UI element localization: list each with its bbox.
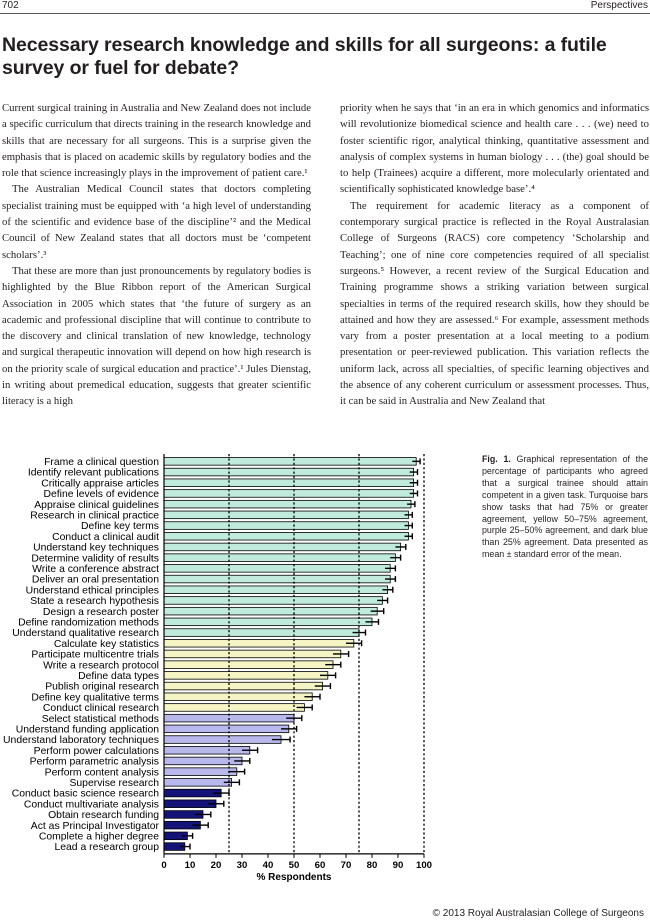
bar — [164, 693, 312, 701]
bar — [164, 789, 221, 797]
body-paragraph: Current surgical training in Australia and New Zealand does not include a specific curriculum that directs training in the research knowledge and skills that are necessary for all surgeons. This is a surprise given the emphasis that is placed on academic skills by regulatory bodies and the role that science increasingly plays in the improvement of patient care.¹ — [2, 102, 311, 180]
body-column-right — [340, 100, 649, 410]
category-label: Perform parametric analysis — [29, 756, 159, 768]
x-tick-label: 40 — [262, 859, 274, 871]
x-tick-label: 50 — [288, 859, 300, 871]
category-label: Select statistical methods — [41, 713, 159, 725]
figure-caption-text: Graphical representation of the percentage of participants who agreed that a surgical trainee should attain competent in a given task. Turquoise bars show tasks that had 75% or greater agreement, yellow 50–75% agreement, purple 25–50% agreement, and dark blue than 25% agreement. Data presented as mean ± standard error of the mean. — [482, 454, 648, 560]
category-label: Research in clinical practice — [30, 510, 159, 522]
category-label: Understand funding application — [15, 724, 159, 736]
category-label: Write a research protocol — [43, 660, 159, 672]
x-axis-title: % Respondents — [256, 872, 332, 883]
category-label: Perform content analysis — [44, 767, 159, 779]
body-column-left — [2, 100, 311, 410]
bar — [164, 725, 289, 733]
category-label: Design a research poster — [42, 606, 159, 618]
category-label: Participate multicentre trials — [31, 649, 159, 661]
category-label: Deliver an oral presentation — [31, 574, 159, 586]
bar — [164, 586, 388, 594]
bar — [164, 522, 408, 530]
category-label: Define randomization methods — [18, 617, 159, 629]
copyright: © 2013 Royal Australasian College of Surgeons — [432, 908, 644, 919]
category-labels — [3, 457, 160, 853]
bar — [164, 500, 411, 508]
category-label: Publish original research — [45, 681, 159, 693]
category-label: Frame a clinical question — [44, 456, 159, 468]
bar — [164, 682, 323, 690]
bar — [164, 532, 408, 540]
category-label: Define data types — [78, 670, 159, 682]
bar — [164, 511, 408, 519]
bar — [164, 479, 414, 487]
category-label: Conduct multivariate analysis — [23, 799, 159, 811]
category-label: Lead a research group — [54, 842, 159, 854]
category-label: Define key terms — [81, 521, 159, 533]
bar — [164, 554, 395, 562]
category-label: Determine validity of results — [31, 553, 159, 565]
category-label: Supervise research — [69, 777, 159, 789]
x-tick-label: 80 — [366, 859, 378, 871]
category-label: Complete a higher degree — [38, 831, 159, 843]
category-label: Perform power calculations — [33, 745, 159, 757]
x-tick-label: 70 — [340, 859, 352, 871]
bar — [164, 490, 414, 498]
bar — [164, 543, 401, 551]
body-paragraph: That these are more than just pronouncements by regulatory bodies is highlighted by the Blue Ribbon report of the American Surgical Association in 2005 which states that ‘the future of surgery as an academic and professional discipline that will continue to contribute to the discovery and clinical translation of new knowledge, technology and surgical therapeutic innovation will depend on how high research is on the priority scale of surgical education and practice’.¹ Jules Dienstag, in writing about premedical education, suggests that greater scientific literacy is a high — [2, 264, 311, 408]
bar — [164, 672, 328, 680]
category-label: Conduct a clinical audit — [52, 531, 159, 543]
body-paragraph: priority when he says that ‘in an era in which genomics and informatics will revolutionize biomedical science and health care . . . (we) need to foster scientific rigor, analytical thinking, quantitative assessment and analysis of complex systems in human biology . . . (the) goal should be to help (Trainees) acquire a different, more molecularly orientated and scientifically sophisticated knowledge base’.⁴ — [340, 102, 649, 196]
category-label: Write a conference abstract — [32, 563, 159, 575]
bars-layer — [164, 458, 420, 851]
category-label: Understand key techniques — [33, 542, 159, 554]
bar — [164, 650, 341, 658]
category-label: Identify relevant publications — [27, 467, 159, 479]
category-label: Calculate key statistics — [53, 638, 159, 650]
figure-1-chart — [0, 450, 440, 890]
figure-caption-label: Fig. 1. — [482, 454, 511, 464]
bar — [164, 565, 390, 573]
bar — [164, 629, 359, 637]
page-number: 702 — [2, 0, 19, 11]
bar — [164, 704, 304, 712]
x-tick-label: 100 — [415, 859, 433, 871]
category-label: Appraise clinical guidelines — [34, 499, 159, 511]
x-tick-label: 30 — [236, 859, 248, 871]
bar — [164, 458, 416, 466]
bar — [164, 597, 382, 605]
category-label: State a research hypothesis — [30, 596, 159, 608]
category-label: Define levels of evidence — [43, 489, 159, 501]
bar — [164, 736, 281, 744]
figure-caption — [482, 454, 648, 561]
bar — [164, 575, 390, 583]
x-tick-label: 0 — [161, 859, 167, 871]
section-label: Perspectives — [590, 0, 648, 11]
article-title: Necessary research knowledge and skills for all surgeons: a futile survey or fuel for debate? — [2, 34, 607, 79]
category-label: Define key qualitative terms — [31, 692, 159, 704]
header-rule — [0, 13, 650, 14]
bar — [164, 768, 237, 776]
x-tick-label: 20 — [210, 859, 222, 871]
x-tick-label: 90 — [392, 859, 404, 871]
category-label: Critically appraise articles — [41, 478, 159, 490]
category-label: Act as Principal Investigator — [30, 820, 159, 832]
bar — [164, 746, 250, 754]
bar — [164, 779, 232, 787]
x-tick-label: 10 — [184, 859, 196, 871]
bar — [164, 607, 377, 615]
bar — [164, 618, 372, 626]
bar — [164, 639, 354, 647]
bar — [164, 468, 414, 476]
category-label: Understand qualitative research — [12, 628, 159, 640]
body-paragraph: The requirement for academic literacy as a component of contemporary surgical practice is reflected in the Royal Australasian College of Surgeons (RACS) core competency ‘Scholarship and Teaching’; one of nine core competencies required of all specialist surgeons.⁵ However, a recent review of the Surgical Education and Training programme shows a striking variation between surgical specialties in terms of the required research skills, how they should be attained and how they are assessed.⁶ For example, assessment methods vary from a poster presentation at a local meeting to a podium presentation or peer-reviewed publication. This variation reflects the uniform lack, across all specialties, of specific learning objectives and the absence of any coherent curriculum or assessment processes. Thus, it can be said in Australia and New Zealand that — [340, 199, 649, 408]
body-paragraph: The Australian Medical Council states that doctors completing specialist training must be equipped with ‘a high level of understanding of the scientific and evidence base of the discipline’² and the Medical Council of New Zealand states that all doctors must be ‘competent scholars’.³ — [2, 183, 311, 261]
category-label: Conduct basic science research — [11, 788, 159, 800]
bar — [164, 661, 333, 669]
category-label: Conduct clinical research — [42, 703, 159, 715]
category-label: Obtain research funding — [48, 810, 159, 822]
bar — [164, 757, 242, 765]
x-tick-label: 60 — [314, 859, 326, 871]
category-label: Understand ethical principles — [25, 585, 159, 597]
category-label: Understand laboratory techniques — [3, 735, 159, 747]
